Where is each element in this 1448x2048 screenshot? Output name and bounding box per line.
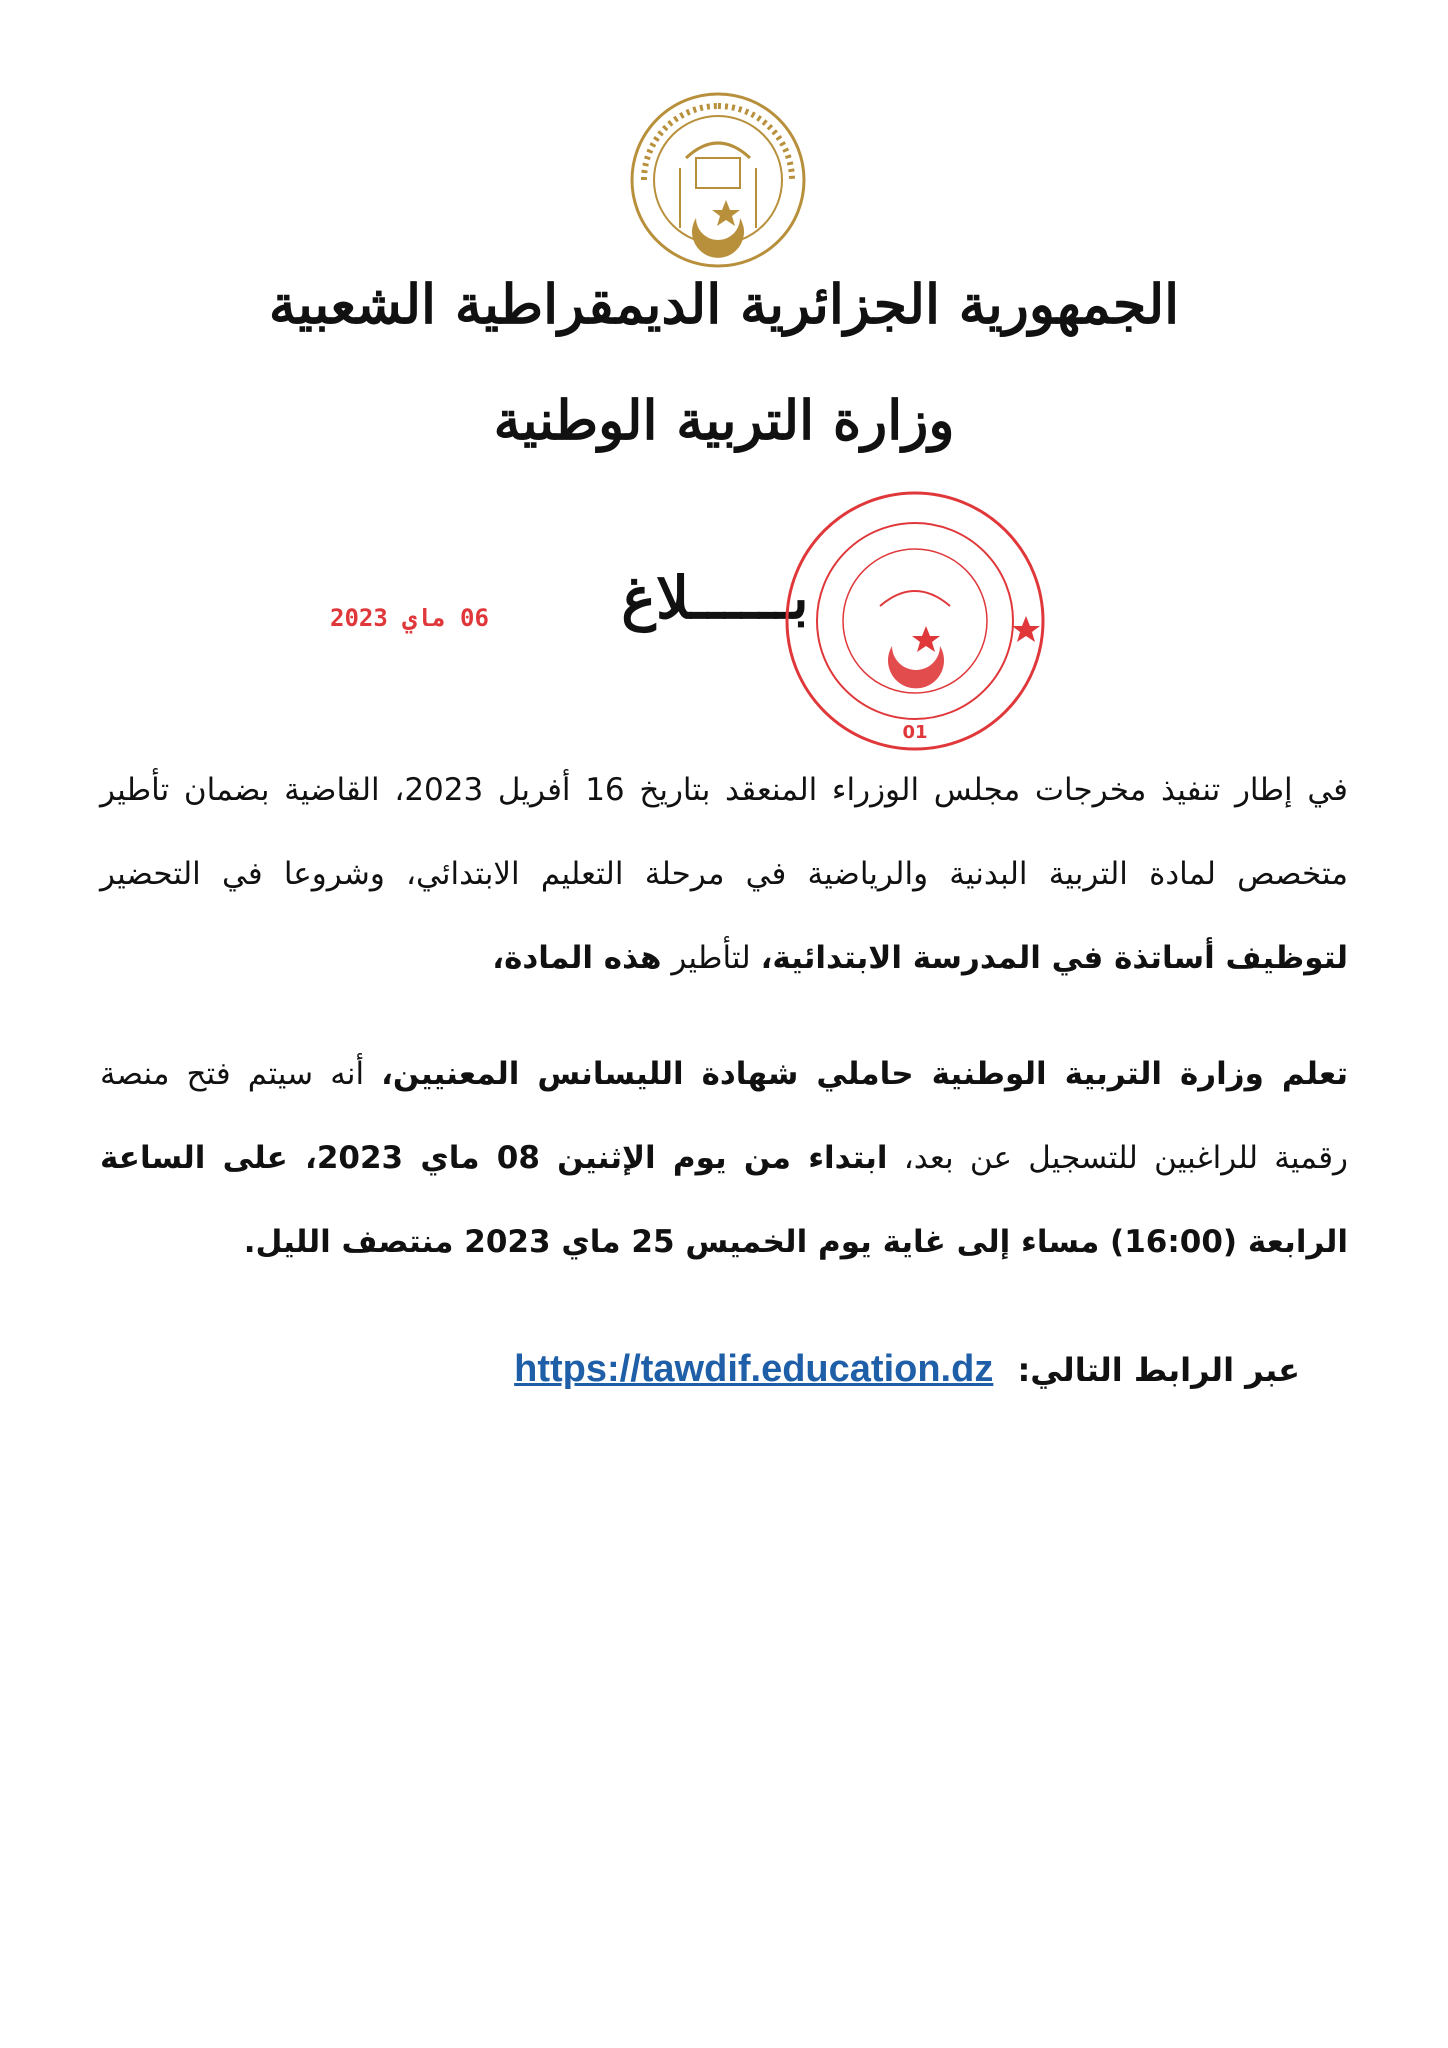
paragraph-1-part-c: لتأطير xyxy=(661,940,761,976)
paragraph-2 xyxy=(100,1032,1348,1284)
national-emblem-icon xyxy=(626,88,810,272)
paragraph-1-part-d: هذه المادة، xyxy=(492,940,662,976)
link-label: عبر الرابط التالي: xyxy=(1017,1351,1300,1389)
official-seal-icon xyxy=(780,486,1050,756)
registration-link[interactable]: https://tawdif.education.dz xyxy=(514,1348,994,1390)
paragraph-1-part-a: في إطار تنفيذ مخرجات مجلس الوزراء المنعقد بتاريخ 16 أفريل 2023، القاضية بضمان تأطير متخصص لمادة التربية البدنية والرياضية في مرحلة التعليم الابتدائي، وشروعا في التحضير xyxy=(100,772,1348,892)
ministry-heading: وزارة التربية الوطنية xyxy=(493,388,955,452)
announcement-title: بــــــلاغ xyxy=(621,564,809,632)
date-stamp: 06 ماي 2023 xyxy=(330,604,489,632)
republic-heading: الجمهورية الجزائرية الديمقراطية الشعبية xyxy=(268,272,1180,336)
paragraph-2-part-c: ابتداء من يوم الإثنين 08 ماي 2023، على الساعة الرابعة (16:00) مساء إلى غاية يوم الخميس 25 ماي 2023 منتصف الليل. xyxy=(100,1140,1348,1260)
paragraph-1 xyxy=(100,748,1348,1000)
paragraph-2-part-b: أنه سيتم فتح منصة رقمية للراغبين للتسجيل عن بعد، xyxy=(100,1056,1348,1176)
paragraph-2-part-a: تعلم وزارة التربية الوطنية حاملي شهادة الليسانس المعنيين، xyxy=(381,1056,1348,1092)
link-line xyxy=(400,1348,1300,1391)
seal-number: 01 xyxy=(902,722,928,743)
paragraph-1-part-b: لتوظيف أساتذة في المدرسة الابتدائية، xyxy=(760,940,1348,976)
